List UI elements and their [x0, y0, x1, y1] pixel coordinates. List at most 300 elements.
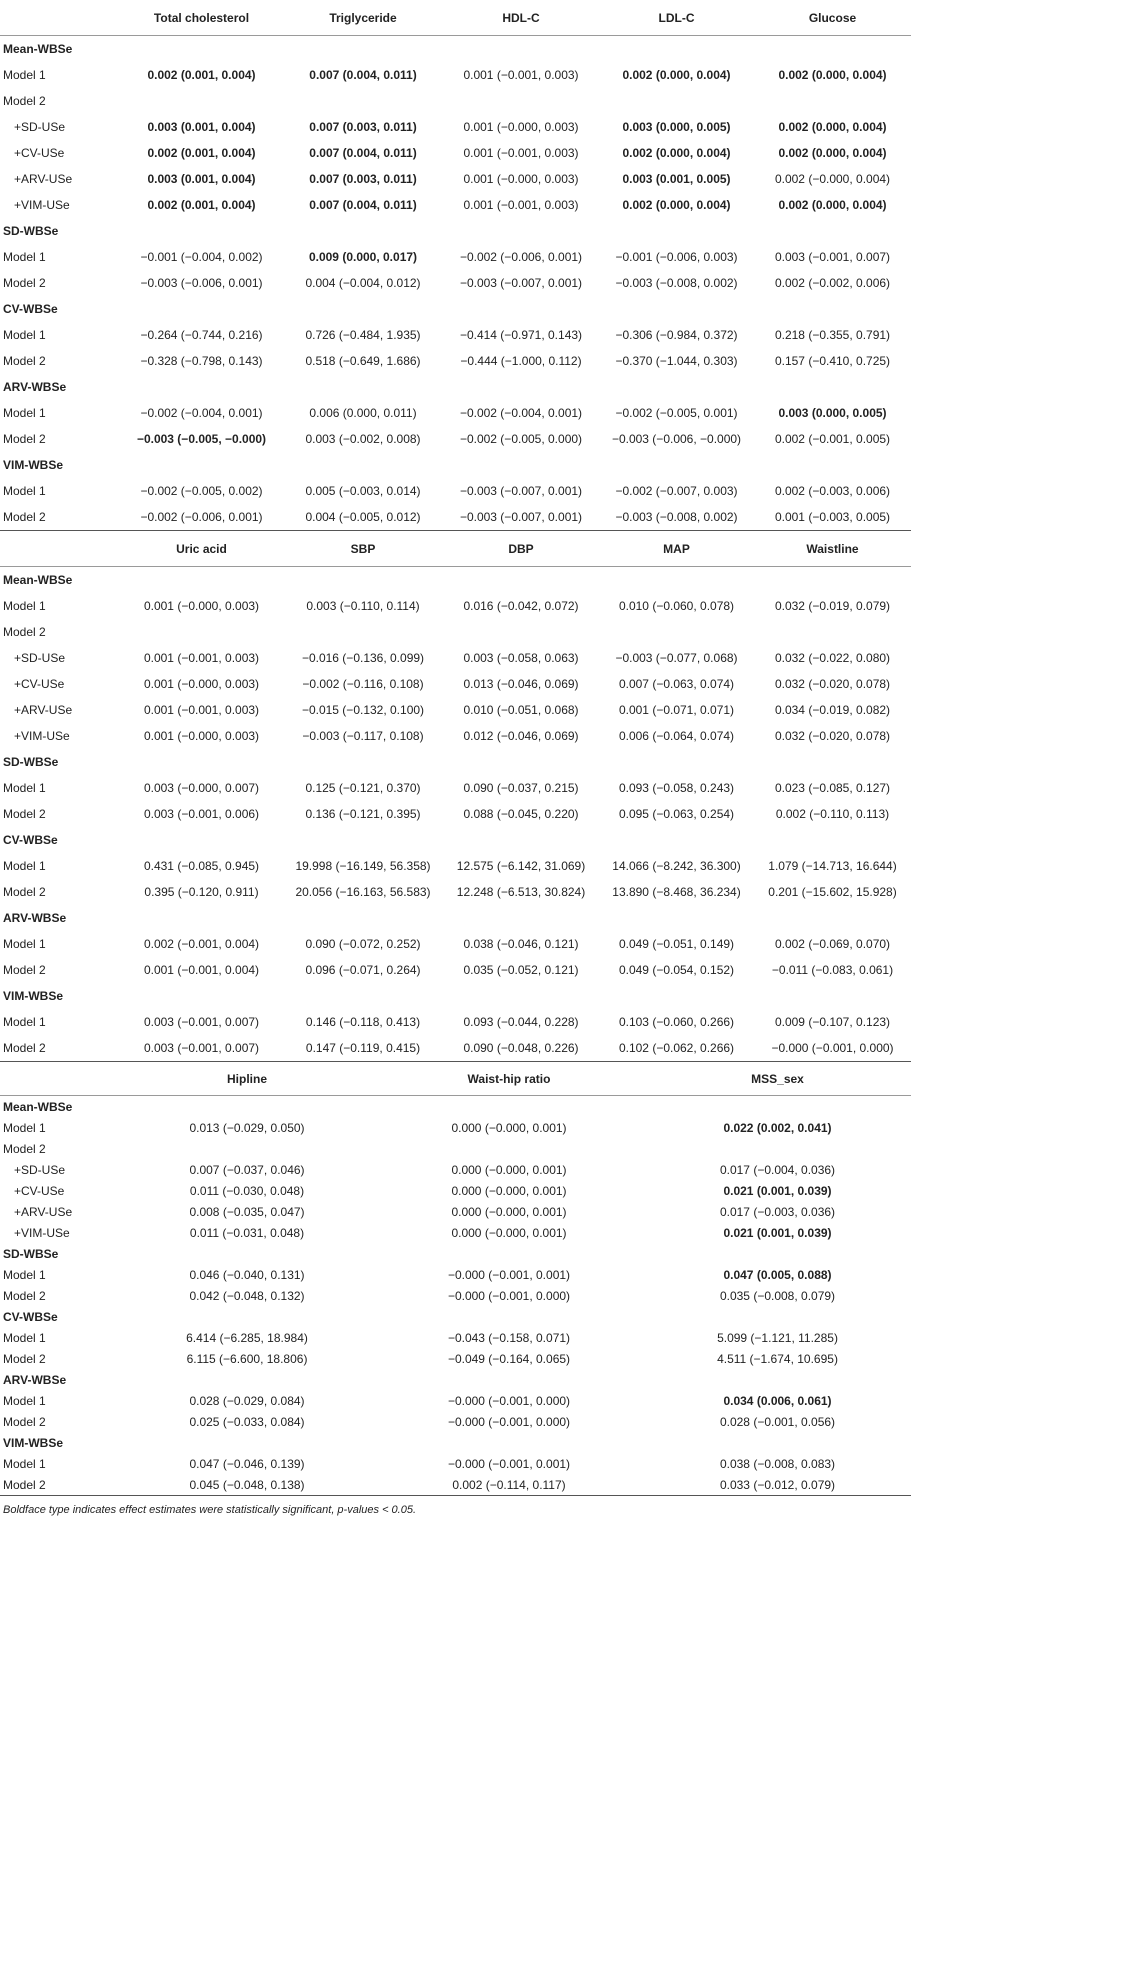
section-header-row	[0, 1243, 911, 1264]
row-label: +VIM-USe	[14, 729, 70, 743]
estimate-cell: −0.002 (−0.005, 0.001)	[615, 406, 738, 420]
estimate-cell: −0.370 (−1.044, 0.303)	[615, 354, 738, 368]
table-row	[0, 723, 911, 749]
table-row	[0, 1201, 911, 1222]
row-label: Model 2	[3, 276, 46, 290]
estimate-cell: 0.002 (−0.069, 0.070)	[774, 937, 891, 951]
column-header: Waist-hip ratio	[374, 1062, 644, 1096]
estimate-cell: 0.003 (0.000, 0.005)	[778, 406, 887, 420]
table-row	[0, 1035, 911, 1061]
estimate-cell: −0.003 (−0.077, 0.068)	[615, 651, 738, 665]
estimate-cell: −0.444 (−1.000, 0.112)	[460, 354, 582, 368]
section-label: VIM-WBSe	[3, 1435, 63, 1450]
section-label: ARV-WBSe	[3, 380, 67, 394]
estimate-cell: −0.043 (−0.158, 0.071)	[447, 1330, 571, 1345]
row-label: Model 2	[3, 1141, 46, 1156]
estimate-cell: 0.011 (−0.031, 0.048)	[189, 1225, 305, 1240]
row-label: +SD-USe	[14, 651, 66, 665]
row-label: +VIM-USe	[14, 198, 70, 212]
estimate-cell: 0.093 (−0.044, 0.228)	[463, 1015, 579, 1029]
estimate-cell: 0.006 (0.000, 0.011)	[309, 406, 417, 420]
row-label: +SD-USe	[14, 120, 66, 134]
row-label: +ARV-USe	[14, 703, 73, 717]
table-row	[0, 1474, 911, 1495]
section-header-row	[0, 827, 911, 853]
section-header-row	[0, 36, 911, 63]
estimate-cell: 0.147 (−0.119, 0.415)	[305, 1041, 421, 1055]
estimate-cell: 0.218 (−0.355, 0.791)	[774, 328, 891, 342]
section-header-row	[0, 218, 911, 244]
estimate-cell: 0.096 (−0.071, 0.264)	[305, 963, 421, 977]
estimate-cell: 0.431 (−0.085, 0.945)	[143, 859, 260, 873]
section-header-row	[0, 983, 911, 1009]
estimate-cell: −0.000 (−0.001, 0.000)	[771, 1041, 894, 1055]
estimate-cell: 0.028 (−0.029, 0.084)	[189, 1393, 305, 1408]
estimate-cell: −0.003 (−0.117, 0.108)	[302, 729, 424, 743]
table-row	[0, 1264, 911, 1285]
estimate-cell: 0.000 (−0.000, 0.001)	[451, 1162, 567, 1177]
estimate-cell: 0.007 (−0.037, 0.046)	[189, 1162, 305, 1177]
row-label: Model 1	[3, 484, 46, 498]
estimate-cell: 0.002 (−0.001, 0.004)	[143, 937, 260, 951]
estimate-cell: 0.023 (−0.085, 0.127)	[774, 781, 891, 795]
estimate-cell: −0.002 (−0.005, 0.002)	[140, 484, 263, 498]
estimate-cell: 0.002 (0.001, 0.004)	[147, 146, 256, 160]
row-label: Model 1	[3, 250, 46, 264]
estimate-cell: −0.002 (−0.116, 0.108)	[302, 677, 424, 691]
estimate-cell: 0.007 (0.003, 0.011)	[309, 172, 417, 186]
estimate-cell: 0.001 (−0.000, 0.003)	[463, 120, 579, 134]
estimate-cell: 0.002 (0.000, 0.004)	[778, 120, 887, 134]
table-row	[0, 697, 911, 723]
estimate-cell: 0.035 (−0.052, 0.121)	[463, 963, 579, 977]
row-label: Model 1	[3, 1393, 46, 1408]
row-label: Model 1	[3, 1120, 46, 1135]
row-label: +VIM-USe	[14, 1225, 70, 1240]
estimate-cell: 1.079 (−14.713, 16.644)	[768, 859, 897, 873]
section-header-row	[0, 296, 911, 322]
estimate-cell: 0.011 (−0.030, 0.048)	[189, 1183, 305, 1198]
table-row	[0, 166, 911, 192]
row-label: Model 1	[3, 1015, 46, 1029]
estimate-cell: −0.011 (−0.083, 0.061)	[771, 963, 894, 977]
section-label: Mean-WBSe	[3, 42, 73, 56]
estimate-cell: 0.010 (−0.051, 0.068)	[463, 703, 579, 717]
column-header: DBP	[443, 531, 599, 567]
section-label: SD-WBSe	[3, 1246, 59, 1261]
estimate-cell: −0.002 (−0.005, 0.000)	[459, 432, 583, 446]
estimate-cell: 0.518 (−0.649, 1.686)	[305, 354, 421, 368]
estimate-cell: 0.395 (−0.120, 0.911)	[144, 885, 259, 899]
estimate-cell: 0.017 (−0.003, 0.036)	[719, 1204, 836, 1219]
table-row	[0, 931, 911, 957]
section-label: SD-WBSe	[3, 755, 59, 769]
estimate-cell: 0.032 (−0.022, 0.080)	[774, 651, 891, 665]
estimate-cell: 0.002 (−0.002, 0.006)	[774, 276, 891, 290]
estimate-cell: −0.003 (−0.007, 0.001)	[459, 276, 583, 290]
table-header-row	[0, 1062, 911, 1096]
estimate-cell	[283, 88, 443, 114]
table-row	[0, 645, 911, 671]
estimate-cell: −0.002 (−0.006, 0.001)	[459, 250, 583, 264]
estimate-cell: −0.003 (−0.006, −0.000)	[611, 432, 742, 446]
estimate-cell: 0.003 (−0.001, 0.007)	[774, 250, 891, 264]
estimate-cell: 0.003 (−0.110, 0.114)	[306, 599, 420, 613]
estimate-cell: 0.125 (−0.121, 0.370)	[305, 781, 421, 795]
estimate-cell: −0.414 (−0.971, 0.143)	[459, 328, 583, 342]
estimate-cell	[120, 88, 283, 114]
estimate-cell: 0.002 (0.000, 0.004)	[622, 68, 731, 82]
row-label: Model 1	[3, 781, 46, 795]
section-label: SD-WBSe	[3, 224, 59, 238]
estimate-cell: 0.007 (0.004, 0.011)	[309, 198, 417, 212]
estimate-cell: −0.002 (−0.004, 0.001)	[140, 406, 263, 420]
row-label: Model 1	[3, 1267, 46, 1282]
table-row	[0, 322, 911, 348]
estimate-cell: 0.049 (−0.054, 0.152)	[618, 963, 735, 977]
estimate-cell: −0.002 (−0.007, 0.003)	[615, 484, 738, 498]
estimate-cell: 0.090 (−0.072, 0.252)	[305, 937, 421, 951]
estimate-cell: 0.003 (0.000, 0.005)	[622, 120, 731, 134]
estimate-cell: 0.000 (−0.000, 0.001)	[451, 1183, 567, 1198]
table-row	[0, 88, 911, 114]
estimate-cell	[644, 1138, 911, 1159]
table-row	[0, 1390, 911, 1411]
estimate-cell: 0.102 (−0.062, 0.266)	[618, 1041, 735, 1055]
estimate-cell: 0.012 (−0.046, 0.069)	[463, 729, 579, 743]
table-row	[0, 1180, 911, 1201]
table-row	[0, 1411, 911, 1432]
estimate-cell: 0.007 (0.004, 0.011)	[309, 146, 417, 160]
section-header-row	[0, 749, 911, 775]
row-label: Model 2	[3, 510, 46, 524]
estimate-cell: 0.095 (−0.063, 0.254)	[618, 807, 735, 821]
column-header: Triglyceride	[283, 0, 443, 36]
estimate-cell: 0.000 (−0.000, 0.001)	[451, 1120, 567, 1135]
row-label: Model 1	[3, 599, 46, 613]
estimate-cell: 0.008 (−0.035, 0.047)	[189, 1204, 305, 1219]
estimate-cell: 0.002 (0.000, 0.004)	[622, 198, 731, 212]
estimate-cell: 0.034 (−0.019, 0.082)	[774, 703, 891, 717]
column-header: Uric acid	[120, 531, 283, 567]
section-label: Mean-WBSe	[3, 1099, 73, 1114]
section-label: Mean-WBSe	[3, 573, 73, 587]
estimate-cell: −0.002 (−0.006, 0.001)	[140, 510, 263, 524]
row-label: Model 2	[3, 1288, 46, 1303]
estimate-cell: 0.001 (−0.001, 0.003)	[143, 703, 260, 717]
section-header-row	[0, 905, 911, 931]
estimate-cell: −0.015 (−0.132, 0.100)	[301, 703, 425, 717]
estimate-cell: −0.003 (−0.008, 0.002)	[615, 510, 738, 524]
estimate-cell: 0.013 (−0.029, 0.050)	[189, 1120, 305, 1135]
estimate-cell: 0.028 (−0.001, 0.056)	[719, 1414, 836, 1429]
section-header-row	[0, 374, 911, 400]
estimate-cell: 0.007 (0.004, 0.011)	[309, 68, 417, 82]
estimate-cell	[599, 619, 754, 645]
estimate-cell	[754, 619, 911, 645]
row-label: Model 2	[3, 354, 46, 368]
table-row	[0, 1453, 911, 1474]
estimate-cell: 0.034 (0.006, 0.061)	[723, 1393, 832, 1408]
estimate-cell: 0.002 (−0.001, 0.005)	[774, 432, 891, 446]
estimate-cell: 0.042 (−0.048, 0.132)	[189, 1288, 305, 1303]
row-label: +CV-USe	[14, 146, 65, 160]
estimate-cell: 0.002 (−0.003, 0.006)	[774, 484, 891, 498]
estimate-cell: 0.003 (−0.001, 0.006)	[143, 807, 260, 821]
estimate-cell: 0.002 (−0.114, 0.117)	[452, 1477, 566, 1492]
table-row	[0, 140, 911, 166]
estimate-cell	[120, 1138, 374, 1159]
row-label: Model 2	[3, 807, 46, 821]
estimate-cell: 0.003 (−0.001, 0.007)	[143, 1015, 260, 1029]
estimate-cell: 0.001 (−0.001, 0.003)	[463, 146, 579, 160]
estimate-cell: −0.003 (−0.008, 0.002)	[615, 276, 738, 290]
row-label: Model 2	[3, 1414, 46, 1429]
estimate-cell: 0.090 (−0.037, 0.215)	[463, 781, 579, 795]
estimate-cell	[120, 619, 283, 645]
estimate-cell: 0.001 (−0.071, 0.071)	[618, 703, 735, 717]
estimate-cell: 0.002 (0.000, 0.004)	[622, 146, 731, 160]
estimate-cell: 0.003 (0.001, 0.004)	[147, 120, 256, 134]
estimate-cell: 13.890 (−8.468, 36.234)	[612, 885, 741, 899]
estimate-cell: 0.009 (−0.107, 0.123)	[774, 1015, 891, 1029]
estimate-cell: −0.000 (−0.001, 0.000)	[447, 1288, 571, 1303]
estimate-cell: −0.002 (−0.004, 0.001)	[459, 406, 583, 420]
estimate-cell: 0.047 (0.005, 0.088)	[723, 1267, 832, 1282]
estimate-cell: −0.000 (−0.001, 0.001)	[447, 1456, 571, 1471]
estimate-cell	[374, 1138, 644, 1159]
row-label: +ARV-USe	[14, 1204, 73, 1219]
column-header: Glucose	[754, 0, 911, 36]
estimate-cell: 20.056 (−16.163, 56.583)	[295, 885, 431, 899]
estimate-cell: 0.001 (−0.001, 0.003)	[143, 651, 260, 665]
column-header: Hipline	[120, 1062, 374, 1096]
estimate-cell: 0.021 (0.001, 0.039)	[723, 1183, 832, 1198]
estimate-cell: −0.328 (−0.798, 0.143)	[140, 354, 263, 368]
estimate-cell: 0.035 (−0.008, 0.079)	[719, 1288, 836, 1303]
estimate-cell: 0.013 (−0.046, 0.069)	[463, 677, 579, 691]
table-row	[0, 593, 911, 619]
table-row	[0, 400, 911, 426]
estimate-cell	[443, 88, 599, 114]
table-footnote: Boldface type indicates effect estimates were statistically significant, p-values < 0.05.	[0, 1495, 911, 1516]
estimate-cell: 0.001 (−0.001, 0.003)	[463, 198, 579, 212]
row-label: Model 2	[3, 94, 46, 108]
estimate-cell: −0.001 (−0.006, 0.003)	[615, 250, 738, 264]
table-row	[0, 801, 911, 827]
estimate-cell: 0.004 (−0.004, 0.012)	[305, 276, 421, 290]
estimate-cell: 0.002 (0.000, 0.004)	[778, 68, 887, 82]
table-row	[0, 1009, 911, 1035]
section-header-row	[0, 1096, 911, 1118]
estimate-cell: 0.045 (−0.048, 0.138)	[189, 1477, 305, 1492]
estimate-cell: 0.003 (0.001, 0.004)	[147, 172, 256, 186]
estimate-cell: 0.003 (−0.000, 0.007)	[143, 781, 260, 795]
column-header: Waistline	[754, 531, 911, 567]
table-row	[0, 504, 911, 530]
results-table-3	[0, 1061, 911, 1495]
section-header-row	[0, 1432, 911, 1453]
row-label: Model 1	[3, 406, 46, 420]
estimate-cell: 0.038 (−0.008, 0.083)	[719, 1456, 836, 1471]
estimate-cell: 0.146 (−0.118, 0.413)	[305, 1015, 421, 1029]
table-header-row	[0, 531, 911, 567]
estimate-cell: 0.033 (−0.012, 0.079)	[719, 1477, 836, 1492]
estimate-cell: −0.264 (−0.744, 0.216)	[140, 328, 263, 342]
row-label: Model 1	[3, 1456, 46, 1471]
estimate-cell: 0.032 (−0.020, 0.078)	[774, 677, 891, 691]
estimate-cell: 0.157 (−0.410, 0.725)	[774, 354, 891, 368]
table-row	[0, 1222, 911, 1243]
table-row	[0, 879, 911, 905]
row-label: +SD-USe	[14, 1162, 66, 1177]
table-header-row	[0, 0, 911, 36]
estimate-cell: 0.000 (−0.000, 0.001)	[451, 1204, 567, 1219]
row-label: +CV-USe	[14, 1183, 65, 1198]
estimate-cell: 0.726 (−0.484, 1.935)	[305, 328, 421, 342]
table-row	[0, 1285, 911, 1306]
estimate-cell: 0.003 (0.001, 0.005)	[622, 172, 731, 186]
estimate-cell: 0.002 (0.001, 0.004)	[147, 68, 256, 82]
section-label: VIM-WBSe	[3, 458, 63, 472]
estimate-cell: 0.032 (−0.020, 0.078)	[774, 729, 891, 743]
estimate-cell: 5.099 (−1.121, 11.285)	[717, 1330, 838, 1345]
estimate-cell: 0.002 (0.001, 0.004)	[147, 198, 256, 212]
estimate-cell: 0.001 (−0.003, 0.005)	[774, 510, 891, 524]
section-label: VIM-WBSe	[3, 989, 63, 1003]
row-label: Model 2	[3, 432, 46, 446]
estimate-cell: 12.575 (−6.142, 31.069)	[456, 859, 586, 873]
estimate-cell: 14.066 (−8.242, 36.300)	[612, 859, 741, 873]
estimate-cell: 0.002 (−0.000, 0.004)	[774, 172, 891, 186]
section-header-row	[0, 1369, 911, 1390]
table-row	[0, 671, 911, 697]
column-header: HDL-C	[443, 0, 599, 36]
estimate-cell: 0.001 (−0.000, 0.003)	[143, 599, 260, 613]
estimate-cell: 0.201 (−15.602, 15.928)	[768, 885, 897, 899]
estimate-cell	[754, 88, 911, 114]
section-label: ARV-WBSe	[3, 1372, 67, 1387]
row-label: Model 1	[3, 1330, 46, 1345]
estimate-cell: −0.001 (−0.004, 0.002)	[140, 250, 263, 264]
table-row	[0, 853, 911, 879]
row-label: +ARV-USe	[14, 172, 73, 186]
estimate-cell: 0.007 (0.003, 0.011)	[309, 120, 417, 134]
estimate-cell: 0.002 (0.000, 0.004)	[778, 198, 887, 212]
estimate-cell: 0.005 (−0.003, 0.014)	[305, 484, 421, 498]
estimate-cell: −0.000 (−0.001, 0.000)	[447, 1393, 571, 1408]
estimate-cell: 0.010 (−0.060, 0.078)	[618, 599, 735, 613]
estimate-cell: 0.016 (−0.042, 0.072)	[463, 599, 579, 613]
estimate-cell: 0.021 (0.001, 0.039)	[723, 1225, 832, 1240]
estimate-cell	[283, 619, 443, 645]
estimate-cell: 0.022 (0.002, 0.041)	[723, 1120, 832, 1135]
estimate-cell: −0.000 (−0.001, 0.001)	[447, 1267, 571, 1282]
estimate-cell	[443, 619, 599, 645]
row-label: Model 1	[3, 859, 46, 873]
table-row	[0, 114, 911, 140]
estimate-cell: 0.001 (−0.000, 0.003)	[143, 729, 260, 743]
estimate-cell: 0.017 (−0.004, 0.036)	[719, 1162, 836, 1177]
header-corner-cell	[0, 531, 120, 567]
row-label: Model 2	[3, 885, 46, 899]
estimate-cell: 0.090 (−0.048, 0.226)	[463, 1041, 579, 1055]
section-label: CV-WBSe	[3, 833, 58, 847]
estimate-cell: 0.001 (−0.000, 0.003)	[143, 677, 260, 691]
results-table-1	[0, 0, 911, 530]
section-label: CV-WBSe	[3, 1309, 58, 1324]
estimate-cell: −0.003 (−0.005, −0.000)	[136, 432, 267, 446]
estimate-cell: 4.511 (−1.674, 10.695)	[717, 1351, 838, 1366]
table-row	[0, 426, 911, 452]
estimate-cell: 6.115 (−6.600, 18.806)	[186, 1351, 308, 1366]
section-header-row	[0, 452, 911, 478]
estimate-cell: −0.003 (−0.007, 0.001)	[459, 484, 583, 498]
column-header: Total cholesterol	[120, 0, 283, 36]
table-row	[0, 270, 911, 296]
estimate-cell: 0.004 (−0.005, 0.012)	[305, 510, 421, 524]
row-label: Model 2	[3, 963, 46, 977]
estimate-cell: 0.047 (−0.046, 0.139)	[189, 1456, 305, 1471]
row-label: Model 2	[3, 1351, 46, 1366]
estimate-cell: 0.003 (−0.058, 0.063)	[463, 651, 579, 665]
column-header: LDL-C	[599, 0, 754, 36]
results-table-2	[0, 530, 911, 1061]
header-corner-cell	[0, 1062, 120, 1096]
estimate-cell: 0.003 (−0.001, 0.007)	[143, 1041, 260, 1055]
row-label: Model 1	[3, 937, 46, 951]
estimate-cell: 0.002 (−0.110, 0.113)	[775, 807, 890, 821]
column-header: MSS_sex	[644, 1062, 911, 1096]
table-row	[0, 619, 911, 645]
estimate-cell: −0.306 (−0.984, 0.372)	[615, 328, 738, 342]
estimate-cell: 0.032 (−0.019, 0.079)	[774, 599, 891, 613]
estimate-cell: 19.998 (−16.149, 56.358)	[295, 859, 431, 873]
estimate-cell: 0.093 (−0.058, 0.243)	[618, 781, 735, 795]
estimate-cell: 0.088 (−0.045, 0.220)	[463, 807, 579, 821]
estimate-cell: 0.009 (0.000, 0.017)	[308, 250, 418, 264]
section-label: CV-WBSe	[3, 302, 58, 316]
table-row	[0, 192, 911, 218]
row-label: Model 2	[3, 625, 46, 639]
section-header-row	[0, 1306, 911, 1327]
estimate-cell: 0.049 (−0.051, 0.149)	[618, 937, 735, 951]
estimate-cell: 0.001 (−0.001, 0.004)	[143, 963, 260, 977]
estimate-cell: 0.007 (−0.063, 0.074)	[618, 677, 735, 691]
estimate-cell: 0.136 (−0.121, 0.395)	[305, 807, 421, 821]
table-row	[0, 244, 911, 270]
row-label: Model 1	[3, 328, 46, 342]
table-row	[0, 957, 911, 983]
row-label: Model 1	[3, 68, 46, 82]
estimate-cell: 0.001 (−0.000, 0.003)	[463, 172, 579, 186]
row-label: +CV-USe	[14, 677, 65, 691]
estimate-cell: −0.003 (−0.006, 0.001)	[140, 276, 263, 290]
estimate-cell: 0.025 (−0.033, 0.084)	[189, 1414, 305, 1429]
estimate-cell: 0.002 (0.000, 0.004)	[778, 146, 887, 160]
estimate-cell: 0.006 (−0.064, 0.074)	[618, 729, 735, 743]
estimate-cell: −0.049 (−0.164, 0.065)	[447, 1351, 571, 1366]
estimate-cell: 0.046 (−0.040, 0.131)	[189, 1267, 305, 1282]
row-label: Model 2	[3, 1041, 46, 1055]
table-row	[0, 775, 911, 801]
estimate-cell: 6.414 (−6.285, 18.984)	[186, 1330, 308, 1345]
estimate-cell: −0.016 (−0.136, 0.099)	[301, 651, 425, 665]
estimate-cell	[599, 88, 754, 114]
column-header: MAP	[599, 531, 754, 567]
estimate-cell: 0.003 (−0.002, 0.008)	[305, 432, 421, 446]
estimate-cell: −0.000 (−0.001, 0.000)	[447, 1414, 571, 1429]
